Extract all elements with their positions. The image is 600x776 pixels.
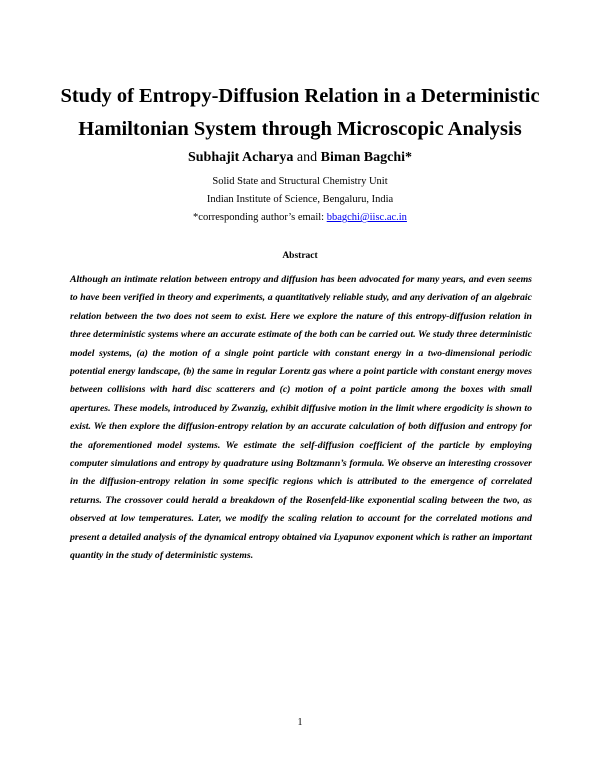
author-acharya: Subhajit Acharya xyxy=(187,150,294,165)
author-bagchi: Biman Bagchi* xyxy=(320,150,413,165)
affiliation-institute: Indian Institute of Science, Bengaluru, India xyxy=(206,194,394,205)
corresponding-author xyxy=(0,211,600,225)
abstract-text: Although an intimate relation between entropy and diffusion has been advocated for many years, and even seems to have been verified in theory and experiments, a quantitatively reliable study, and any derivation of an algebraic relation between the two does not seem to exist. Here we explore the nature of this entropy-diffusion relation in three deterministic systems where an accurate estimate of the both can be carried out. We study three deterministic model systems, (a) the motion of a single point particle with constant energy in a two-dimensional periodic potential energy landscape, (b) the same in regular Lorentz gas where a point particle with constant energy moves between collisions with hard disc scatterers and (c) motion of a point particle among the boxes with small apertures. These models, introduced by Zwanzig, exhibit diffusive motion in the limit where ergodicity is shown to exist. We then explore the diffusion-entropy relation by an accurate calculation of both diffusion and entropy for the aforementioned model systems. We estimate the self-diffusion coefficient of the particle by employing computer simulations and entropy by quadrature using Boltzmann’s formula. We observe an interesting crossover in the diffusion-entropy relation in some specific regions which is attributed to the emergence of correlated returns. The crossover could herald a breakdown of the Rosenfeld-like exponential scaling between the two, as observed at low temperatures. Later, we modify the scaling relation to account for the correlated motions and present a detailed analysis of the dynamical entropy obtained via Lyapunov exponent which is rather an important quantity in the study of deterministic systems. xyxy=(70,274,532,562)
paper-title xyxy=(40,80,560,146)
corresponding-email-link[interactable]: bbagchi@iisc.ac.in xyxy=(326,212,407,223)
title-line-2: Hamiltonian System through Microscopic Analysis xyxy=(78,118,522,140)
abstract-heading: Abstract xyxy=(282,251,318,261)
author-list xyxy=(0,148,600,168)
corresponding-prefix: *corresponding author’s email: xyxy=(193,212,327,223)
author-conjunction: and xyxy=(293,150,321,165)
affiliation-unit: Solid State and Structural Chemistry Unit xyxy=(212,176,388,187)
page-number: 1 xyxy=(297,717,303,728)
title-line-1: Study of Entropy-Diffusion Relation in a Deterministic xyxy=(60,85,540,107)
